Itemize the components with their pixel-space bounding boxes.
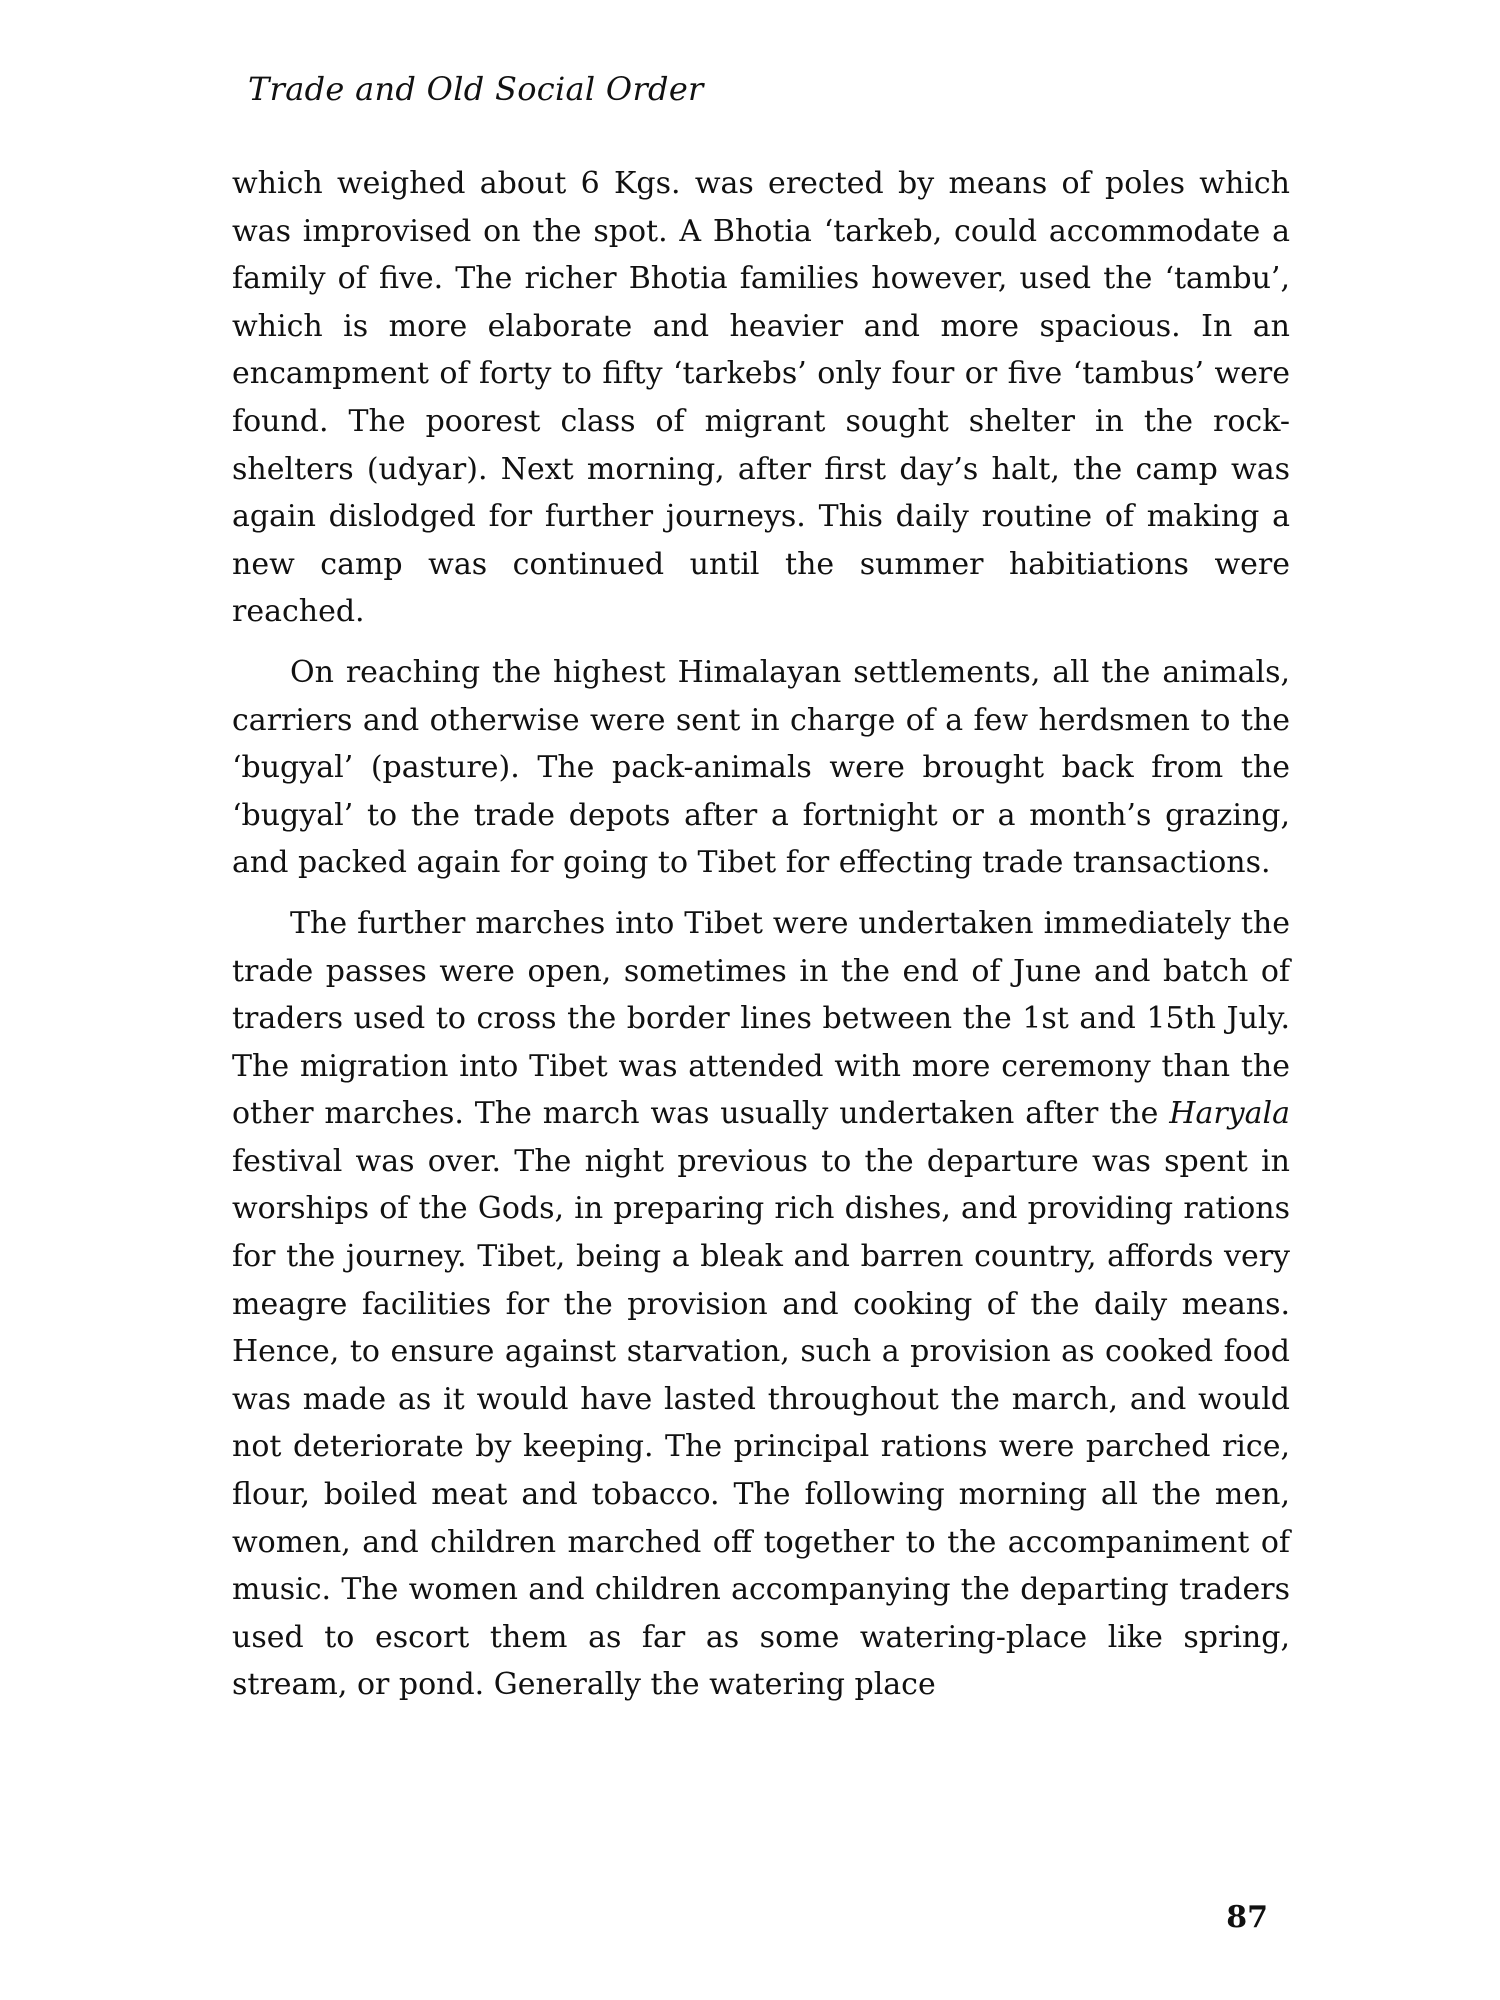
paragraph-3-text-before: The further marches into Tibet were undertaken immediately the trade passes were open, sometimes in the end of June and batch of traders used to cross the border lines between the 1st and 15th July. The migration into Tibet was attended with more ceremony than the other marches. The march was usually undertaken after the: [232, 905, 1290, 1132]
running-head: Trade and Old Social Order: [248, 70, 704, 108]
paragraph-2: On reaching the highest Himalayan settlements, all the animals, carriers and otherwise were sent in charge of a few herdsmen to the ‘bugyal’ (pasture). The pack-animals were brought back from the ‘bugyal’ to the trade depots after a fortnight or a month’s grazing, and packed again for going to Tibet for effecting trade transactions.: [232, 654, 1290, 881]
body-text: [232, 160, 1290, 1709]
page-number: 87: [1226, 1900, 1268, 1935]
paragraph-3-text-after: festival was over. The night previous to the departure was spent in worships of the Gods, in preparing rich dishes, and providing rations for the journey. Tibet, being a bleak and barren country, affords very meagre facilities for the provision and cooking of the daily means. Hence, to ensure against starvation, such a provision as cooked food was made as it would have lasted throughout the march, and would not deteriorate by keeping. The principal rations were parched rice, flour, boiled meat and tobacco. The following morning all the men, women, and children marched off together to the accompaniment of music. The women and children accompanying the departing traders used to escort them as far as some watering-place like spring, stream, or pond. Generally the watering place: [232, 1143, 1290, 1703]
paragraph-1: which weighed about 6 Kgs. was erected by means of poles which was improvised on the spot. A Bhotia ‘tarkeb, could accommodate a family of five. The richer Bhotia families however, used the ‘tambu’, which is more elaborate and heavier and more spacious. In an encampment of forty to fifty ‘tarkebs’ only four or five ‘tambus’ were found. The poorest class of migrant sought shelter in the rock-shelters (udyar). Next morning, after first day’s halt, the camp was again dislodged for further journeys. This daily routine of making a new camp was continued until the summer habitiations were reached.: [232, 166, 1290, 630]
festival-name-italic: Haryala: [1169, 1096, 1290, 1132]
paragraph-3: [232, 900, 1290, 1709]
